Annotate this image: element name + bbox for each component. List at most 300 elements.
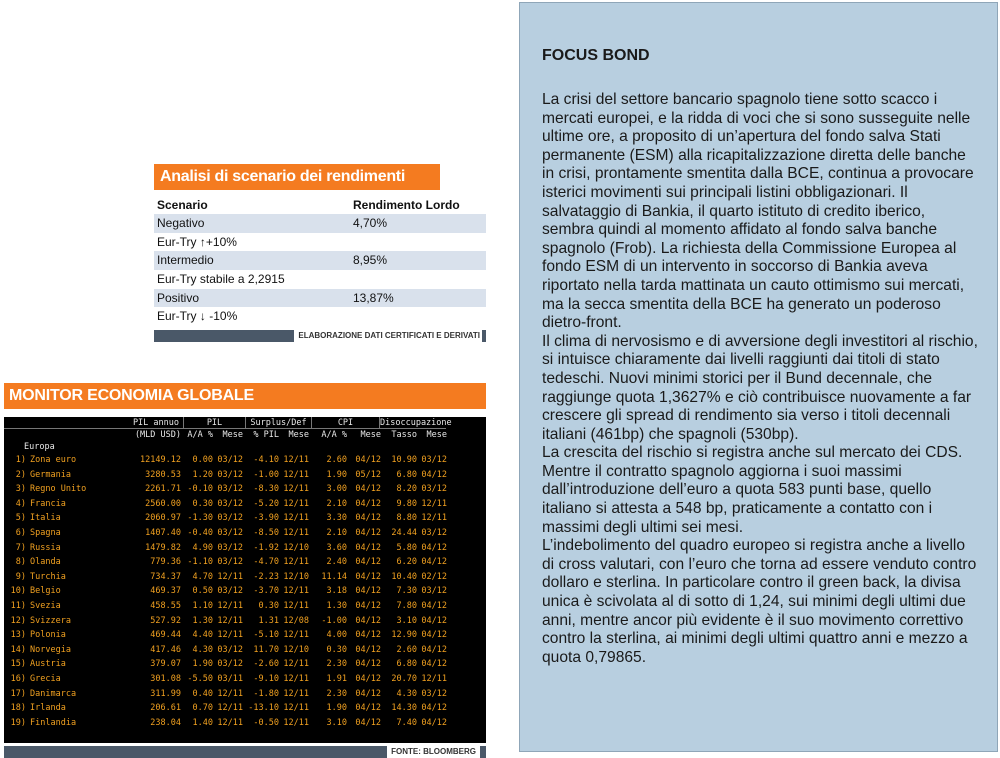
table-cell: 03/12 — [421, 455, 447, 465]
table-row — [4, 482, 486, 497]
bloomberg-table — [4, 417, 486, 743]
table-cell: 0.40 — [192, 688, 213, 699]
table-cell: 417.46 — [150, 644, 181, 655]
table-cell: 1.30 — [326, 600, 347, 611]
scenario-value — [353, 233, 486, 252]
country-cell — [4, 701, 124, 716]
table-cell: 05/12 — [355, 469, 381, 480]
table-cell: 12/11 — [283, 600, 309, 611]
country-cell — [4, 672, 124, 687]
table-cell: 12/11 — [217, 688, 243, 699]
table-cell: 12/11 — [283, 703, 309, 714]
table-cell: 12/11 — [283, 469, 309, 480]
country-name: Spagna — [30, 527, 61, 538]
table-cell: 04/12 — [421, 542, 447, 553]
country-rows — [4, 453, 486, 730]
country-name: Svizzera — [30, 615, 71, 626]
table-cell: 12/11 — [217, 703, 243, 714]
country-name: Svezia — [30, 600, 61, 611]
table-cell: 04/12 — [421, 600, 447, 611]
scenario-value — [353, 270, 486, 289]
table-cell: 04/12 — [355, 542, 381, 553]
table-cell: 03/12 — [421, 484, 447, 495]
table-cell: 1.40 — [192, 717, 213, 728]
row-index: 14) — [10, 644, 26, 655]
country-cell — [4, 541, 124, 556]
country-name: Belgio — [30, 586, 61, 597]
country-cell — [4, 482, 124, 497]
group-header-row — [4, 417, 486, 429]
table-row — [4, 716, 486, 731]
focus-title: FOCUS BOND — [542, 47, 650, 64]
country-name: Danimarca — [30, 688, 77, 699]
table-cell: 12/11 — [217, 600, 243, 611]
table-cell: 10.90 — [391, 455, 417, 465]
table-cell: 0.30 — [326, 644, 347, 655]
table-cell: 12/11 — [283, 586, 309, 597]
table-cell: 04/12 — [355, 717, 381, 728]
country-cell — [4, 657, 124, 672]
table-cell: 04/12 — [421, 644, 447, 655]
focus-paragraph: La crisi del settore bancario spagnolo tiene sotto scacco i mercati europei, e la ridda di voci che si sono susseguite nelle ultime ore, a proposito di un’apertura del fondo salva Stati permanente (ESM) alla ricapitalizzazione diretta delle banche in crisi, prontamente smentita dalla BCE, continua a provocare isterici movimenti sui principali listini obbligazionari. Il salvataggio di Bankia, il quarto istituto di credito iberico, sembra quindi al momento affidato al fondo salva banche spagnolo (Frob). La richiesta della Commissione Europea al fondo ESM di un intervento in soccorso di Bankia aveva riportato nella tarda mattinata un cauto ottimismo sui mercati, ma la secca smentita della BCE ha generato un poderoso dietro-front. — [542, 91, 974, 332]
table-row — [4, 614, 486, 629]
table-cell: 04/12 — [355, 703, 381, 714]
country-cell — [4, 614, 124, 629]
table-cell: 0.30 — [192, 498, 213, 509]
table-cell: 04/12 — [355, 644, 381, 655]
focus-paragraph: La crescita del rischio si registra anche sul mercato dei CDS. Mentre il contratto spagnolo aggiorna i suoi massimi dall’introduzione dell’euro a quota 583 punti base, quello italiano si attesta a 548 bp, praticamente a contatto con i massimi degli ultimi sei mesi. — [542, 444, 963, 536]
table-cell: 11.70 — [253, 644, 279, 655]
table-cell: 3.00 — [326, 484, 347, 495]
subheader-spacer — [4, 429, 124, 441]
table-cell: 04/12 — [421, 630, 447, 641]
table-cell: 12/11 — [283, 673, 309, 684]
table-cell: -0.40 — [187, 527, 213, 538]
scenario-label: Positivo — [157, 290, 200, 305]
scenario-box — [154, 164, 486, 342]
table-cell: 2560.00 — [145, 498, 181, 509]
country-cell — [4, 643, 124, 658]
table-cell: 301.08 — [150, 673, 181, 684]
table-row — [4, 599, 486, 614]
table-cell: 12/10 — [283, 542, 309, 553]
table-cell: 12/11 — [283, 659, 309, 670]
table-cell: 3.60 — [326, 542, 347, 553]
scenario-value: 4,70% — [353, 216, 388, 230]
table-cell: 311.99 — [150, 688, 181, 699]
table-cell: 03/12 — [217, 469, 243, 480]
table-cell: 2.40 — [326, 557, 347, 568]
table-cell: 12/08 — [283, 615, 309, 626]
country-cell — [4, 468, 124, 483]
table-cell: 12/10 — [283, 644, 309, 655]
table-cell: 12/11 — [217, 571, 243, 582]
scenario-row — [154, 233, 486, 252]
group-header: Disoccupazione — [380, 418, 452, 428]
table-cell: -1.00 — [321, 615, 347, 626]
scenario-label: Eur-Try ↑+10% — [157, 234, 237, 249]
table-cell: 12.90 — [391, 630, 417, 641]
table-row — [4, 555, 486, 570]
table-cell: 03/12 — [217, 484, 243, 495]
country-cell — [4, 584, 124, 599]
country-cell — [4, 570, 124, 585]
table-cell: 7.30 — [396, 586, 417, 597]
table-cell: 03/12 — [217, 644, 243, 655]
table-cell: -1.30 — [187, 513, 213, 524]
table-cell: -4.10 — [253, 455, 279, 465]
table-cell: 2261.71 — [145, 484, 181, 495]
table-cell: 3.18 — [326, 586, 347, 597]
scenario-label: Eur-Try ↓ -10% — [157, 309, 238, 324]
subheader: Mese — [426, 430, 447, 440]
table-cell: 10.40 — [391, 571, 417, 582]
focus-text — [542, 91, 978, 667]
table-cell: 458.55 — [150, 600, 181, 611]
group-header: Surplus/Def — [246, 417, 312, 429]
table-cell: -1.92 — [253, 542, 279, 553]
table-cell: 12/11 — [283, 455, 309, 465]
table-cell: 04/12 — [355, 571, 381, 582]
scenario-row — [154, 214, 486, 233]
table-cell: 04/12 — [355, 455, 381, 465]
table-cell: 4.00 — [326, 630, 347, 641]
table-cell: 11.14 — [321, 571, 347, 582]
table-cell: 12/11 — [421, 513, 447, 524]
table-cell: 04/12 — [355, 659, 381, 670]
row-index: 6) — [15, 527, 26, 538]
table-cell: 6.20 — [396, 557, 417, 568]
country-cell — [4, 555, 124, 570]
row-index: 8) — [15, 557, 26, 568]
table-cell: 03/12 — [217, 455, 243, 465]
scenario-value: 8,95% — [353, 253, 388, 268]
table-cell: 04/12 — [355, 615, 381, 626]
row-index: 7) — [15, 542, 26, 553]
table-cell: 1.90 — [326, 703, 347, 714]
table-row — [4, 468, 486, 483]
row-index: 11) — [10, 600, 26, 611]
country-name: Olanda — [30, 557, 61, 568]
focus-bond-box — [519, 2, 998, 752]
row-index: 4) — [15, 498, 26, 509]
row-index: 17) — [10, 688, 26, 699]
table-cell: 206.61 — [150, 703, 181, 714]
table-cell: 5.80 — [396, 542, 417, 553]
table-cell: 04/12 — [421, 615, 447, 626]
row-index: 3) — [15, 484, 26, 495]
table-cell: -13.10 — [248, 703, 279, 714]
subheader: A/A % — [321, 430, 347, 440]
table-cell: 03/12 — [421, 688, 447, 699]
row-index: 5) — [15, 513, 26, 524]
table-cell: 12/11 — [283, 527, 309, 538]
row-index: 16) — [10, 673, 26, 684]
table-cell: -1.10 — [187, 557, 213, 568]
country-name: Francia — [30, 498, 66, 509]
table-cell: -0.10 — [187, 484, 213, 495]
monitor-box — [4, 383, 486, 758]
table-cell: 12149.12 — [140, 455, 181, 465]
table-cell: -5.20 — [253, 498, 279, 509]
table-cell: 04/12 — [355, 484, 381, 495]
table-cell: -8.30 — [253, 484, 279, 495]
table-cell: 238.04 — [150, 717, 181, 728]
table-cell: 1407.40 — [145, 527, 181, 538]
source-bar-end — [482, 330, 486, 342]
table-cell: 1.30 — [192, 615, 213, 626]
scenario-title: Analisi di scenario dei rendimenti — [154, 164, 440, 190]
row-index: 12) — [10, 615, 26, 626]
table-cell: 1.90 — [192, 659, 213, 670]
table-cell: -9.10 — [253, 673, 279, 684]
table-cell: 3.10 — [326, 717, 347, 728]
focus-paragraph: L’indebolimento del quadro europeo si registra anche a livello di cross valutari, con l’euro che torna ad essere venduto contro dollaro e sterlina. In particolare contro il green back, la divisa unica è scivolata al di sotto di 1,24, sui minimi degli ultimi due anni, mentre ancor più evidente è il suo movimento correttivo contro la sterlina, ai minimi degli ultimi quattro anni e mezzo a quota 0,79865. — [542, 537, 977, 666]
table-cell: 2.10 — [326, 498, 347, 509]
table-cell: 2.30 — [326, 688, 347, 699]
scenario-value: 13,87% — [353, 290, 394, 305]
table-cell: 0.30 — [258, 600, 279, 611]
table-cell: -4.70 — [253, 557, 279, 568]
country-cell — [4, 453, 124, 468]
scenario-label: Eur-Try stabile a 2,2915 — [157, 272, 285, 287]
table-cell: 04/12 — [355, 527, 381, 538]
country-cell — [4, 628, 124, 643]
table-row — [4, 657, 486, 672]
subheader: % PIL — [253, 430, 279, 440]
table-cell: 4.30 — [396, 688, 417, 699]
table-cell: 4.40 — [192, 630, 213, 641]
subheader: Tasso — [391, 430, 417, 440]
scenario-label: Negativo — [157, 216, 205, 230]
country-name: Zona euro — [30, 455, 77, 465]
table-cell: -5.50 — [187, 673, 213, 684]
source-bar-end — [480, 746, 486, 758]
table-cell: 7.40 — [396, 717, 417, 728]
table-cell: 20.70 — [391, 673, 417, 684]
country-name: Regno Unito — [30, 484, 87, 495]
table-row — [4, 541, 486, 556]
table-cell: 1.91 — [326, 673, 347, 684]
table-cell: 04/12 — [355, 600, 381, 611]
table-row — [4, 701, 486, 716]
table-cell: 0.50 — [192, 586, 213, 597]
table-cell: 04/12 — [355, 586, 381, 597]
country-name: Polonia — [30, 630, 66, 641]
table-cell: 12/11 — [283, 557, 309, 568]
table-cell: 12/11 — [283, 484, 309, 495]
country-cell — [4, 687, 124, 702]
table-cell: 7.80 — [396, 600, 417, 611]
section-label: Europa — [24, 442, 55, 452]
table-cell: -3.70 — [253, 586, 279, 597]
table-cell: 12/11 — [217, 615, 243, 626]
row-index: 1) — [15, 455, 26, 465]
scenario-row — [154, 307, 486, 326]
table-cell: -8.50 — [253, 527, 279, 538]
scenario-row — [154, 289, 486, 308]
table-cell: 1.90 — [326, 469, 347, 480]
country-cell — [4, 511, 124, 526]
table-cell: 469.37 — [150, 586, 181, 597]
table-cell: 03/12 — [421, 527, 447, 538]
table-cell: 03/12 — [217, 527, 243, 538]
table-cell: 6.80 — [396, 469, 417, 480]
table-row — [4, 570, 486, 585]
table-row — [4, 526, 486, 541]
table-cell: 04/12 — [421, 557, 447, 568]
table-cell: 03/12 — [217, 557, 243, 568]
monitor-title: MONITOR ECONOMIA GLOBALE — [4, 383, 486, 409]
table-cell: 04/12 — [355, 498, 381, 509]
table-cell: 1.20 — [192, 469, 213, 480]
table-cell: 2.60 — [326, 455, 347, 465]
table-cell: 12/11 — [421, 673, 447, 684]
scenario-source-bar — [154, 330, 486, 342]
table-cell: 0.70 — [192, 703, 213, 714]
table-cell: 03/12 — [217, 659, 243, 670]
table-cell: 1479.82 — [145, 542, 181, 553]
country-name: Irlanda — [30, 703, 66, 714]
table-cell: -3.90 — [253, 513, 279, 524]
table-cell: 12/11 — [283, 498, 309, 509]
table-cell: 12/11 — [217, 630, 243, 641]
table-cell: 03/11 — [217, 673, 243, 684]
table-cell: 02/12 — [421, 571, 447, 582]
table-cell: 734.37 — [150, 571, 181, 582]
row-index: 13) — [10, 630, 26, 641]
country-name: Grecia — [30, 673, 61, 684]
table-cell: 4.90 — [192, 542, 213, 553]
country-name: Germania — [30, 469, 71, 480]
table-cell: 03/12 — [217, 586, 243, 597]
subheader-row — [4, 429, 486, 441]
table-cell: 04/12 — [355, 513, 381, 524]
table-cell: 3.10 — [396, 615, 417, 626]
table-cell: 6.80 — [396, 659, 417, 670]
row-index: 10) — [10, 586, 26, 597]
table-cell: -1.80 — [253, 688, 279, 699]
group-header: PIL annuo — [4, 417, 184, 429]
table-row — [4, 672, 486, 687]
country-name: Italia — [30, 513, 61, 524]
table-cell: 03/12 — [421, 586, 447, 597]
table-cell: 04/12 — [421, 703, 447, 714]
table-cell: 8.80 — [396, 513, 417, 524]
country-name: Austria — [30, 659, 66, 670]
table-cell: 04/12 — [355, 630, 381, 641]
country-name: Turchia — [30, 571, 66, 582]
country-name: Russia — [30, 542, 61, 553]
table-cell: -2.23 — [253, 571, 279, 582]
table-cell: 3280.53 — [145, 469, 181, 480]
table-row — [4, 511, 486, 526]
table-cell: 12/10 — [283, 571, 309, 582]
country-cell — [4, 497, 124, 512]
monitor-source: FONTE: BLOOMBERG — [387, 746, 480, 758]
table-cell: 24.44 — [391, 527, 417, 538]
table-cell: 12/11 — [283, 513, 309, 524]
group-header: CPI — [312, 417, 380, 429]
row-index: 15) — [10, 659, 26, 670]
table-cell: -5.10 — [253, 630, 279, 641]
table-cell: 469.44 — [150, 630, 181, 641]
table-cell: 779.36 — [150, 557, 181, 568]
table-cell: -0.50 — [253, 717, 279, 728]
table-cell: 12/11 — [421, 498, 447, 509]
row-index: 18) — [10, 703, 26, 714]
table-cell: 8.20 — [396, 484, 417, 495]
table-cell: 03/12 — [217, 498, 243, 509]
table-cell: 0.00 — [192, 455, 213, 465]
table-cell: 04/12 — [421, 469, 447, 480]
table-cell: 9.80 — [396, 498, 417, 509]
rendimento-col-label: Rendimento Lordo — [353, 198, 460, 212]
table-row — [4, 584, 486, 599]
table-cell: 379.07 — [150, 659, 181, 670]
table-cell: 14.30 — [391, 703, 417, 714]
table-cell: 04/12 — [355, 557, 381, 568]
table-cell: 04/12 — [355, 688, 381, 699]
table-cell: 12/11 — [283, 688, 309, 699]
table-cell: 12/11 — [283, 630, 309, 641]
subheader: (MLD USD) — [134, 430, 181, 440]
table-row — [4, 687, 486, 702]
table-row — [4, 628, 486, 643]
table-row — [4, 497, 486, 512]
table-row — [4, 643, 486, 658]
table-cell: 2060.97 — [145, 513, 181, 524]
row-index: 2) — [15, 469, 26, 480]
monitor-source-bar — [4, 746, 486, 758]
table-cell: 3.30 — [326, 513, 347, 524]
table-cell: 04/12 — [355, 673, 381, 684]
scenario-header — [154, 196, 486, 214]
table-cell: 4.70 — [192, 571, 213, 582]
table-cell: 04/12 — [421, 659, 447, 670]
country-cell — [4, 526, 124, 541]
country-cell — [4, 716, 124, 731]
scenario-source: ELABORAZIONE DATI CERTIFICATI E DERIVATI — [294, 330, 486, 342]
subheader: Mese — [288, 430, 309, 440]
table-cell: 1.10 — [192, 600, 213, 611]
row-index: 9) — [15, 571, 26, 582]
scenario-value — [353, 307, 486, 326]
table-cell: 12/11 — [283, 717, 309, 728]
country-cell — [4, 599, 124, 614]
table-cell: 527.92 — [150, 615, 181, 626]
subheader: A/A % — [187, 430, 213, 440]
table-cell: 1.31 — [258, 615, 279, 626]
scenario-col-label: Scenario — [157, 198, 208, 212]
table-row — [4, 453, 486, 468]
table-cell: 2.60 — [396, 644, 417, 655]
subheader: Mese — [222, 430, 243, 440]
scenario-row — [154, 270, 486, 289]
table-cell: 2.30 — [326, 659, 347, 670]
table-cell: 04/12 — [421, 717, 447, 728]
table-cell: 12/11 — [217, 717, 243, 728]
country-name: Finlandia — [30, 717, 77, 728]
group-header: PIL — [184, 417, 246, 429]
table-cell: 03/12 — [217, 513, 243, 524]
row-index: 19) — [10, 717, 26, 728]
table-cell: 03/12 — [217, 542, 243, 553]
country-name: Norvegia — [30, 644, 71, 655]
focus-paragraph: Il clima di nervosismo e di avversione degli investitori al rischio, si intuisce chiaramente dai livelli raggiunti dai titoli di stato tedeschi. Nuovi minimi storici per il Bund decennale, che raggiunge quota 1,3627% e ciò contribuisce nuovamente a far crescere gli spread di rendimento sia verso i titoli decennali italiani (461bp) che spagnoli (530bp). — [542, 332, 978, 443]
subheader: Mese — [360, 430, 381, 440]
table-cell: 2.10 — [326, 527, 347, 538]
